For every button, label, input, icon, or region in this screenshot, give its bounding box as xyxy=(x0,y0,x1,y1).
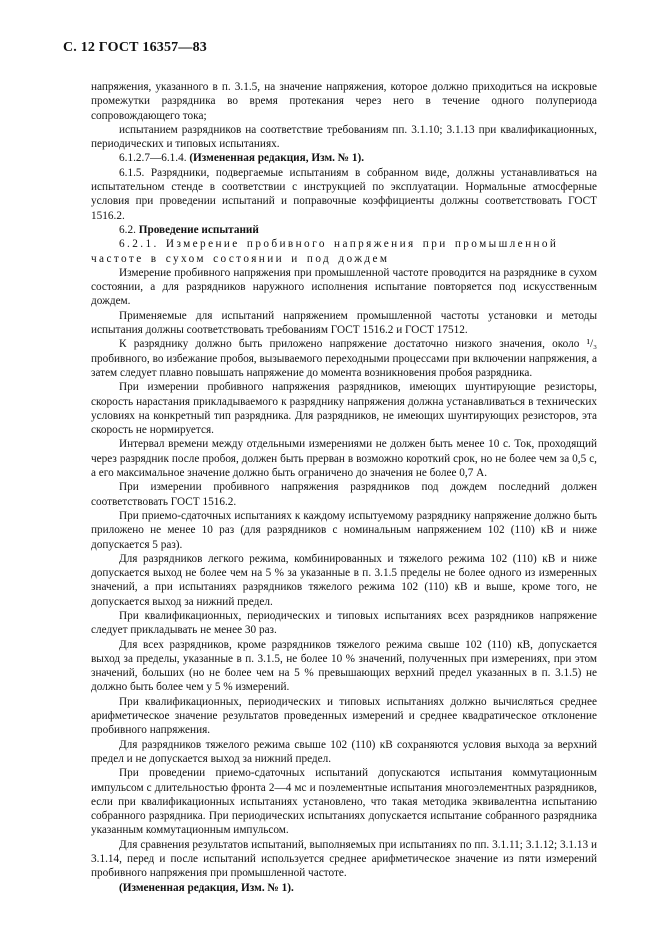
paragraph: напряжения, указанного в п. 3.1.5, на значение напряжения, которое должно приходиться на искровые промежутки разрядника во время протекания через него в течение одного полупериода сопровождающего тока; xyxy=(91,81,597,122)
page-header: С. 12 ГОСТ 16357—83 xyxy=(63,40,207,55)
amendment-note: (Измененная редакция, Изм. № 1). xyxy=(119,881,294,894)
paragraph: Для разрядников тяжелого режима свыше 102 (110) кВ сохраняются условия выхода за верхний предел и не допускается выход за нижний предел. xyxy=(91,738,597,765)
paragraph: При измерении пробивного напряжения разрядников, имеющих шунтирующие резисторы, скорость нарастания прикладываемого к разряднику напряжения должна устанавливаться в технических условиях на конкретный тип разрядника. Для разрядников, не имеющих шунтирующих резисторов, эта скорость не нормируется. xyxy=(91,381,597,437)
paragraph: К разряднику должно быть приложено напряжение достаточно низкого значения, около ¹/₃ пробивного, во избежание пробоя, вызываемого переходными процессами при включении напряжения, а затем следует плавно повышать напряжение до момента возникновения пробоя разрядника. xyxy=(91,338,597,379)
paragraph: Для всех разрядников, кроме разрядников тяжелого режима свыше 102 (110) кВ, допускается выход за пределы, указанные в п. 3.1.5, не более 10 % значений, полученных при измерениях, при этом значений, больших (но не более чем на 5 % превышающих верхний предел указанных в п. 3.1.5) не должно быть более чем у 5 % измерений. xyxy=(91,638,597,694)
paragraph: При приемо-сдаточных испытаниях к каждому испытуемому разряднику напряжение должно быть приложено не менее 10 раз (для разрядников с номинальным напряжением 102 (110) кВ и ниже допускается 5 раз). xyxy=(91,509,597,551)
clause-number: 6.1.2.7—6.1.4. xyxy=(119,152,187,165)
paragraph: Интервал времени между отдельными измерениями не должен быть менее 10 с. Ток, проходящий через разрядник после пробоя, должен быть прерван в возможно короткий срок, но не более чем за 0,5 с, а его максимальное значение должно быть ограничено до значения не более 0,7 А. xyxy=(91,438,597,480)
paragraph xyxy=(91,151,597,165)
paragraph: испытанием разрядников на соответствие требованиям пп. 3.1.10; 3.1.13 при квалификационных, периодических и типовых испытаниях. xyxy=(91,123,597,151)
paragraph: При квалификационных, периодических и типовых испытаниях всех разрядников напряжение следует прикладывать не менее 30 раз. xyxy=(91,609,597,637)
paragraph: Измерение пробивного напряжения при промышленной частоте проводится на разряднике в сухом состоянии, а для разрядников наружного исполнения испытание повторяется под искусственным дождем. xyxy=(91,266,597,308)
paragraph: Применяемые для испытаний напряжением промышленной частоты установки и методы испытания должны соответствовать требованиям ГОСТ 1516.2 и ГОСТ 17512. xyxy=(91,309,597,337)
paragraph: Для сравнения результатов испытаний, выполняемых при испытаниях по пп. 3.1.11; 3.1.12; 3.1.13 и 3.1.14, перед и после испытаний используется среднее арифметическое значение из пяти измерений пробивного напряжения при промышленной частоте. xyxy=(91,838,597,880)
section-title: Проведение испытаний xyxy=(138,223,259,236)
section-heading xyxy=(91,223,597,237)
paragraph: При измерении пробивного напряжения разрядников под дождем последний должен соответствовать ГОСТ 1516.2. xyxy=(91,481,597,508)
amendment-note: (Измененная редакция, Изм. № 1). xyxy=(189,152,365,165)
subsection-heading: 6.2.1. Измерение пробивного напряжения при промышленной частоте в сухом состоянии и под дождем xyxy=(91,238,559,265)
document-body xyxy=(91,80,597,895)
paragraph: Для разрядников легкого режима, комбинированных и тяжелого режима 102 (110) кВ и ниже допускается выход не более чем на 5 % за указанные в п. 3.1.5 пределы не более одного из измеренных значений, а при испытаниях разрядников тяжелого режима 102 (110) кВ и выше, кроме того, не допускается выход за нижний предел. xyxy=(91,552,597,608)
section-number: 6.2. xyxy=(119,223,136,236)
paragraph: 6.1.5. Разрядники, подвергаемые испытаниям в собранном виде, должны устанавливаться на испытательном стенде в соответствии с инструкцией по эксплуатации. Нормальные атмосферные условия при проведении испытаний и поправочные коэффициенты должны соответствовать ГОСТ 1516.2. xyxy=(91,166,597,222)
paragraph: При квалификационных, периодических и типовых испытаниях должно вычисляться среднее арифметическое значение результатов проведенных измерений и среднее квадратическое отклонение пробивного напряжения. xyxy=(91,695,597,737)
paragraph: При проведении приемо-сдаточных испытаний допускаются испытания коммутационным импульсом с длительностью фронта 2—4 мс и поэлементные испытания многоэлементных разрядников, если при квалификационных испытаниях установлено, что такая методика эквивалентна испытанию собранного разрядника. При периодических испытаниях допускается испытание собранного разрядника указанным коммутационным импульсом. xyxy=(91,767,597,837)
